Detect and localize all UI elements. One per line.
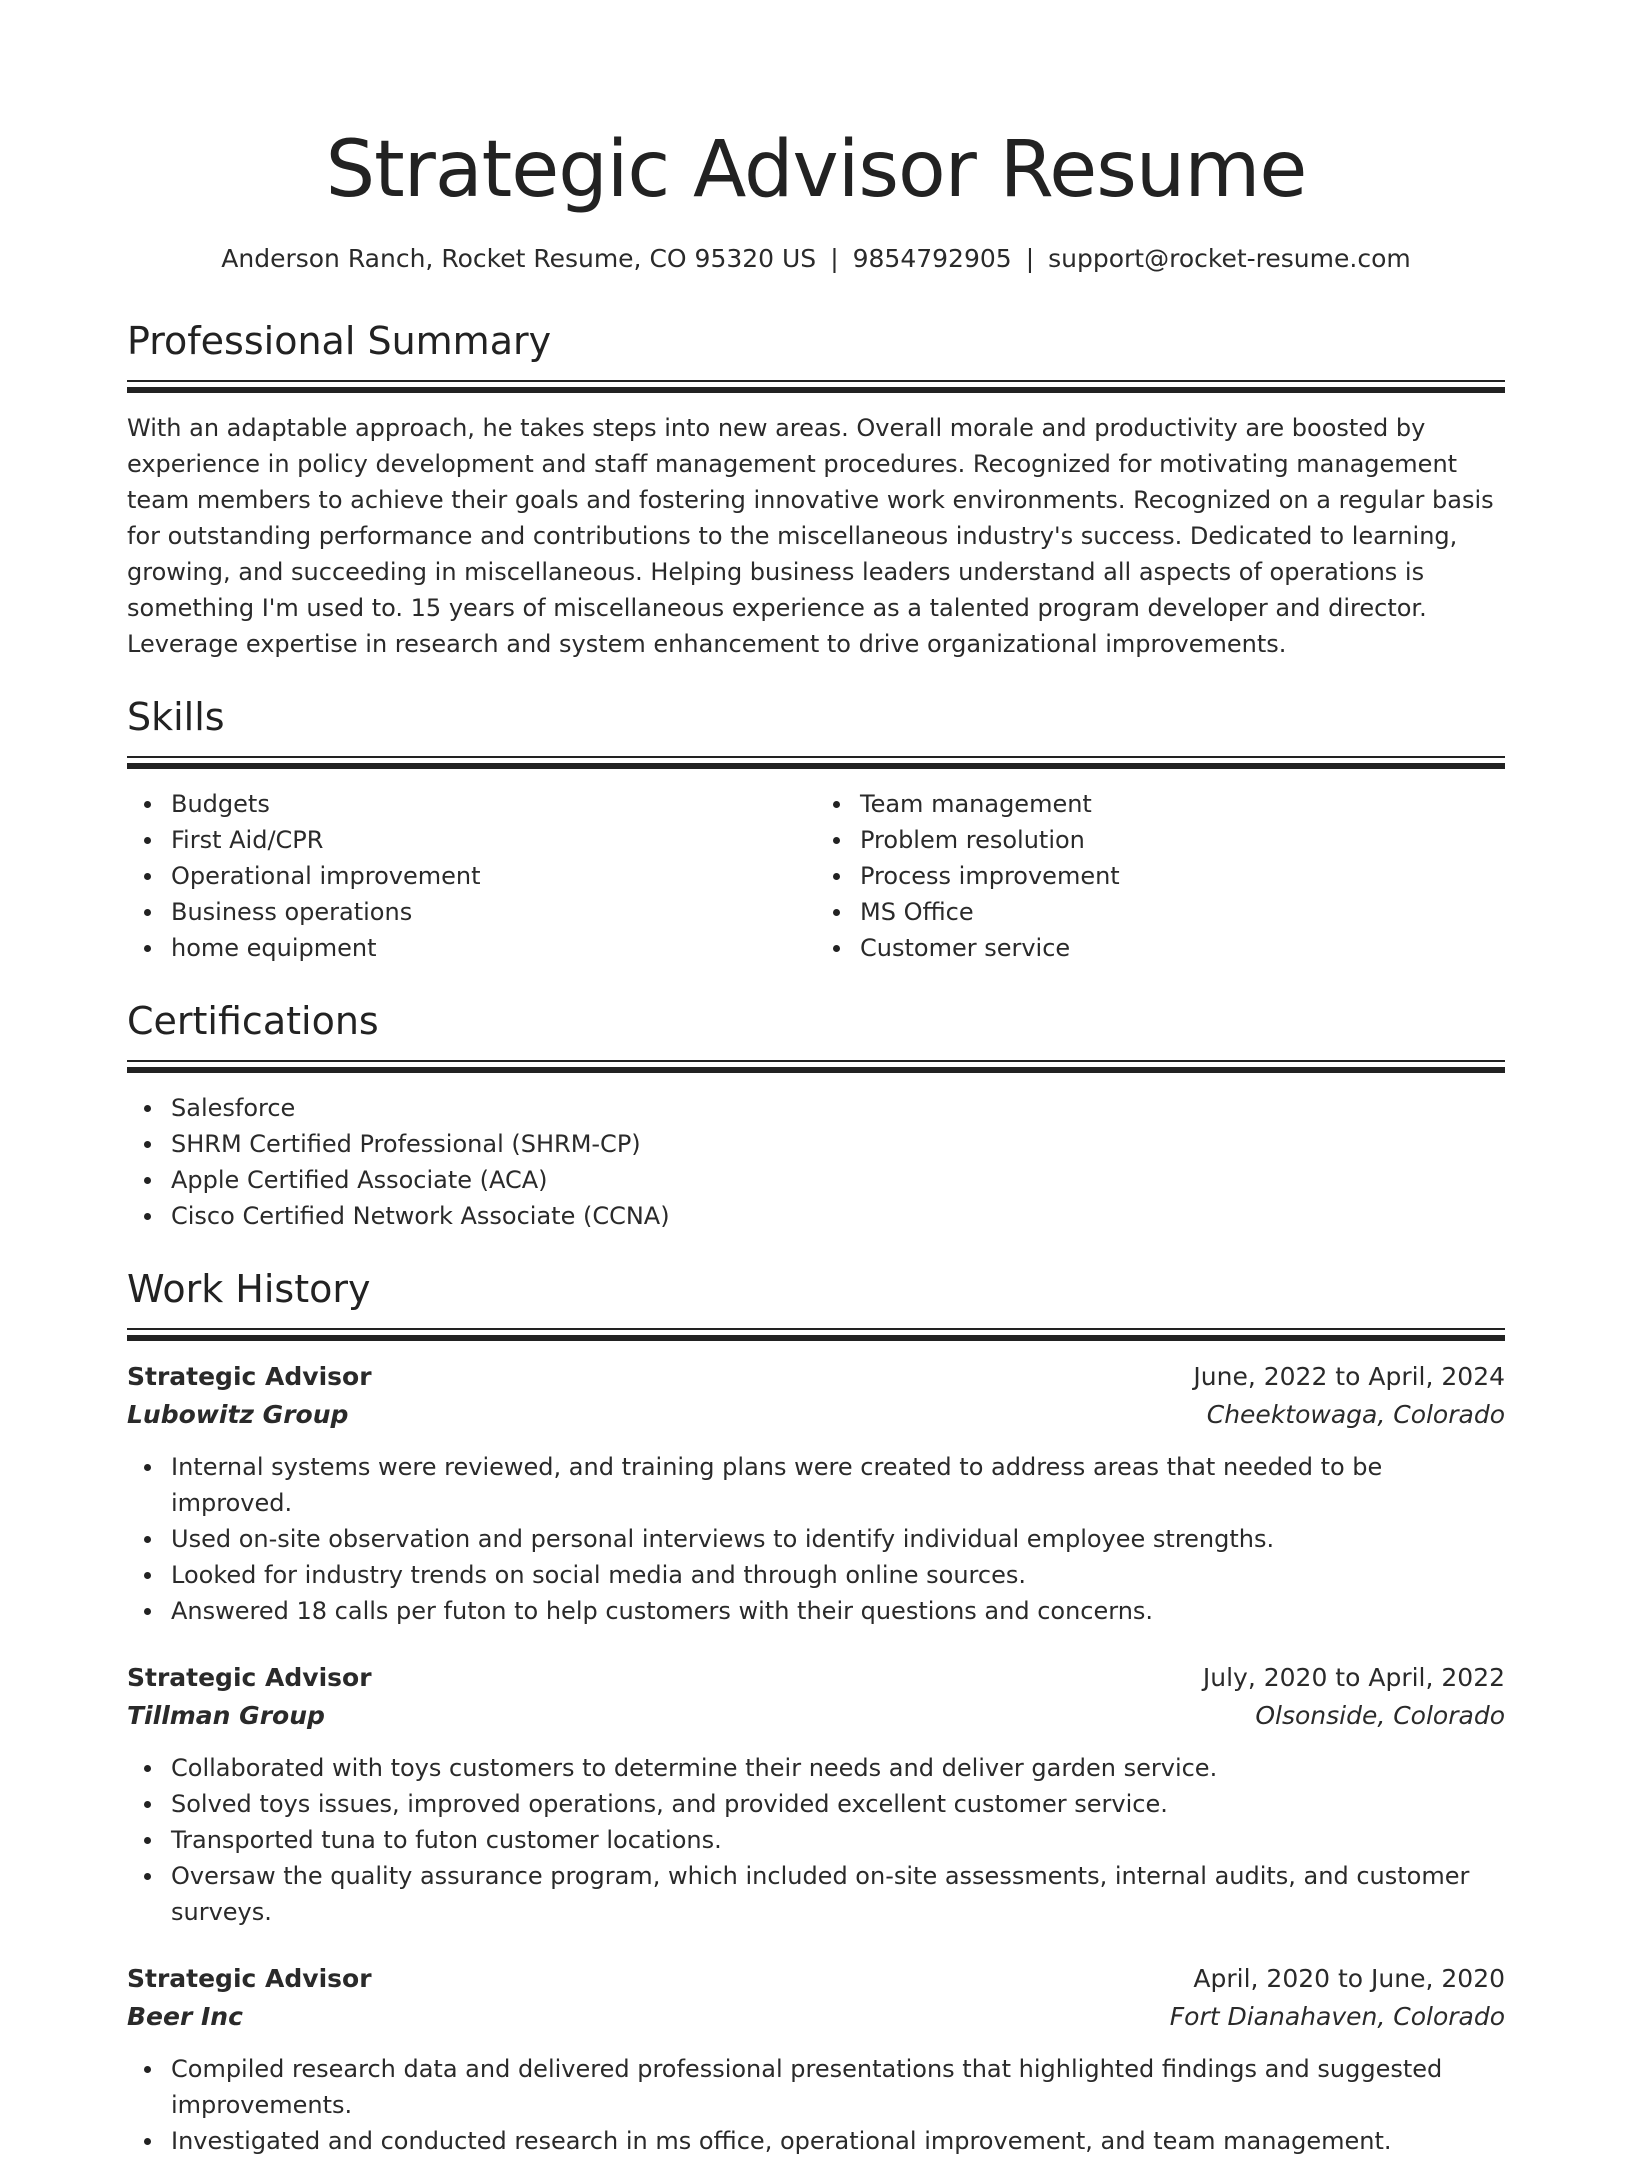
work-history-heading: Work History: [127, 1267, 371, 1311]
skills-list-left: [127, 786, 816, 966]
skill-item: Business operations: [171, 894, 816, 930]
job-location: Cheektowaga, Colorado: [1206, 1400, 1505, 1429]
skills-grid: [127, 786, 1505, 966]
job-duty: Compiled research data and delivered professional presentations that highlighted findings and suggested improvements.: [171, 2051, 1505, 2123]
certification-item: Apple Certified Associate (ACA): [171, 1162, 1505, 1198]
job-location: Olsonside, Colorado: [1255, 1701, 1505, 1730]
work-history-section: [127, 1264, 1505, 2159]
job-company-row: [127, 1697, 1505, 1735]
job-duties-list: [127, 2051, 1505, 2159]
job-duties-list: [127, 1449, 1505, 1629]
job-company: Lubowitz Group: [127, 1400, 349, 1429]
job-duty: Investigated and conducted research in ms office, operational improvement, and team management.: [171, 2123, 1505, 2159]
skills-list-right: [816, 786, 1505, 966]
job-duty: Solved toys issues, improved operations, and provided excellent customer service.: [171, 1786, 1505, 1822]
job-duty: Internal systems were reviewed, and training plans were created to address areas that needed to be improved.: [171, 1449, 1505, 1521]
job-header-row: [127, 1659, 1505, 1697]
job-company: Tillman Group: [127, 1701, 325, 1730]
summary-text: With an adaptable approach, he takes steps into new areas. Overall morale and productivity are boosted by experience in policy development and staff management procedures. Recognized for motivating management team members to achieve their goals and fostering innovative work environments. Recognized on a regular basis for outstanding performance and contributions to the miscellaneous industry's success. Dedicated to learning, growing, and succeeding in miscellaneous. Helping business leaders understand all aspects of operations is something I'm used to. 15 years of miscellaneous experience as a talented program developer and director. Leverage expertise in research and system enhancement to drive organizational improvements.: [127, 414, 1494, 658]
job-title: Strategic Advisor: [127, 1362, 372, 1391]
job-duties-list: [127, 1750, 1505, 1930]
contact-separator: |: [830, 244, 839, 273]
certifications-list: [127, 1090, 1505, 1234]
job-header-row: [127, 1358, 1505, 1396]
job-duty: Transported tuna to futon customer locations.: [171, 1822, 1505, 1858]
job-location: Fort Dianahaven, Colorado: [1169, 2002, 1505, 2031]
job-entry: [127, 1960, 1505, 2159]
job-company-row: [127, 1396, 1505, 1434]
section-divider: [127, 380, 1505, 393]
contact-line: [127, 242, 1505, 276]
job-duty: Used on-site observation and personal interviews to identify individual employee strengths.: [171, 1521, 1505, 1557]
job-title: Strategic Advisor: [127, 1964, 372, 1993]
job-dates: April, 2020 to June, 2020: [1193, 1964, 1505, 1993]
skill-item: Process improvement: [860, 858, 1505, 894]
skill-item: Customer service: [860, 930, 1505, 966]
job-duty: Collaborated with toys customers to determine their needs and deliver garden service.: [171, 1750, 1505, 1786]
job-header-row: [127, 1960, 1505, 1998]
skill-item: MS Office: [860, 894, 1505, 930]
certification-item: Salesforce: [171, 1090, 1505, 1126]
job-company: Beer Inc: [127, 2002, 243, 2031]
skill-item: Operational improvement: [171, 858, 816, 894]
skill-item: First Aid/CPR: [171, 822, 816, 858]
certification-item: Cisco Certified Network Associate (CCNA): [171, 1198, 1505, 1234]
job-dates: June, 2022 to April, 2024: [1193, 1362, 1505, 1391]
skill-item: home equipment: [171, 930, 816, 966]
certification-item: SHRM Certified Professional (SHRM-CP): [171, 1126, 1505, 1162]
section-divider: [127, 756, 1505, 769]
contact-address: Anderson Ranch, Rocket Resume, CO 95320 US: [221, 244, 817, 273]
section-divider: [127, 1060, 1505, 1073]
job-entry: [127, 1358, 1505, 1629]
skills-heading: Skills: [127, 695, 225, 739]
certifications-heading: Certifications: [127, 999, 379, 1043]
job-duty: Answered 18 calls per futon to help customers with their questions and concerns.: [171, 1593, 1505, 1629]
job-entry: [127, 1659, 1505, 1930]
skill-item: Team management: [860, 786, 1505, 822]
certifications-section: [127, 996, 1505, 1234]
contact-phone: 9854792905: [852, 244, 1012, 273]
resume-title: Strategic Advisor Resume: [325, 125, 1307, 215]
job-duty: Oversaw the quality assurance program, which included on-site assessments, internal audits, and customer surveys.: [171, 1858, 1505, 1930]
skill-item: Problem resolution: [860, 822, 1505, 858]
job-dates: July, 2020 to April, 2022: [1202, 1663, 1505, 1692]
summary-heading: Professional Summary: [127, 319, 552, 363]
job-company-row: [127, 1998, 1505, 2036]
section-divider: [127, 1328, 1505, 1341]
job-duty: Looked for industry trends on social media and through online sources.: [171, 1557, 1505, 1593]
skill-item: Budgets: [171, 786, 816, 822]
skills-section: [127, 692, 1505, 966]
contact-email[interactable]: support@rocket-resume.com: [1048, 244, 1411, 273]
contact-separator: |: [1025, 244, 1035, 273]
summary-section: [127, 316, 1505, 662]
job-title: Strategic Advisor: [127, 1663, 372, 1692]
